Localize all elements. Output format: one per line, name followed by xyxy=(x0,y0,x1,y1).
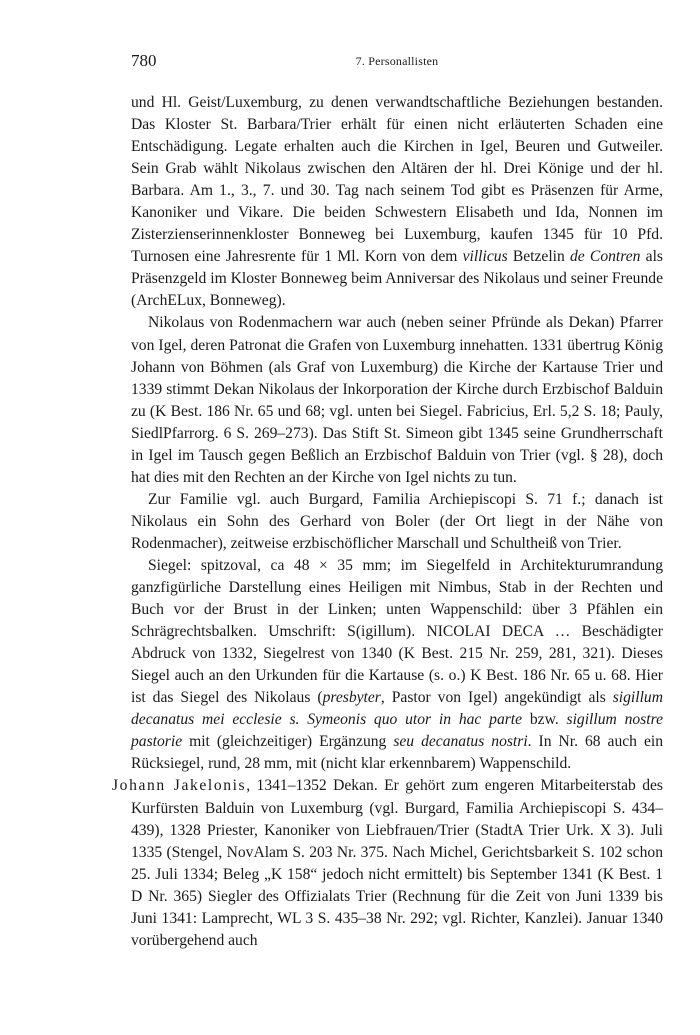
entry-johann-jakelonis: Johann Jakelonis, 1341–1352 Dekan. Er gehört zum engeren Mitarbeiterstab des Kurfürsten Balduin von Luxemburg (vgl. Burgard, Familia Archiepiscopi S. 434–439), 1328 Priester, Kanoniker von Liebfrauen/Trier (StadtA Trier Urk. X 3). Juli 1335 (Stengel, NovAlam S. 203 Nr. 375. Nach Michel, Gerichtsbarkeit S. 102 schon 25. Juli 1334; Beleg „K 158“ jedoch nicht ermittelt) bis September 1341 (K Best. 1 D Nr. 365) Siegler des Offizialats Trier (Rechnung für die Zeit von Juni 1339 bis Juni 1341: Lamprecht, WL 3 S. 435–38 Nr. 292; vgl. Richter, Kanzlei). Januar 1340 vorübergehend auch xyxy=(112,777,663,949)
latin-term: villicus xyxy=(462,248,508,266)
paragraph-familie: Zur Familie vgl. auch Burgard, Familia Archiepiscopi S. 71 f.; danach ist Nikolaus ein Sohn des Gerhard von Boler (der Ort liegt in der Nähe von Rodenmacher), zeitweise erzbischöflicher Marschall und Schultheiß von Trier. xyxy=(131,490,663,552)
latin-term: de Contren xyxy=(570,248,641,266)
latin-quote: seu decanatus nostri xyxy=(393,733,528,751)
page-number: 780 xyxy=(131,51,157,70)
paragraph-pfarrer-igel: Nikolaus von Rodenmachern war auch (neben seiner Pfründe als Dekan) Pfarrer von Igel, deren Patronat die Grafen von Luxemburg innehatten. 1331 übertrug König Johann von Böhmen (als Graf von Luxemburg) die Kirche der Kartause Trier und 1339 stimmt Dekan Nikolaus der Inkorporation der Kirche durch Erzbischof Balduin zu (K Best. 186 Nr. 65 und 68; vgl. unten bei Siegel. Fabricius, Erl. 5,2 S. 18; Pauly, SiedlPfarrorg. 6 S. 269–273). Das Stift St. Simeon gibt 1345 seine Grundherrschaft in Igel im Tausch gegen Beßlich an Erzbischof Balduin von Trier (vgl. § 28), doch hat dies mit den Rechten an der Kirche von Igel nichts zu tun. xyxy=(131,314,663,486)
person-name: Johann Jakelonis xyxy=(112,777,247,795)
latin-term: presbyter xyxy=(322,689,381,707)
latin-quote: sigillum decanatus mei ecclesie s. Symeonis quo utor in hac parte xyxy=(131,689,663,729)
paragraph-continuation: und Hl. Geist/Luxemburg, zu denen verwandtschaftliche Beziehungen bestanden. Das Kloster St. Barbara/Trier erhält für einen nicht erläuterten Schaden eine Entschädigung. Legate erhalten auch die Kirchen in Igel, Beuren und Gutweiler. Sein Grab wählt Nikolaus zwischen den Altären der hl. Drei Könige und der hl. Barbara. Am 1., 3., 7. und 30. Tag nach seinem Tod gibt es Präsenzen für Arme, Kanoniker und Vikare. Die beiden Schwestern Elisabeth und Ida, Nonnen im Zisterzienserinnenkloster Bonneweg bei Luxemburg, kaufen 1345 für 10 Pfd. Turnosen eine Jahresrente für 1 Ml. Korn von dem villicus Betzelin de Contren als Präsenzgeld im Kloster Bonneweg beim Anniversar des Nikolaus und seiner Freunde (ArchELux, Bonneweg). xyxy=(131,94,663,310)
latin-quote: sigillum nostre pastorie xyxy=(131,711,663,751)
page-header xyxy=(131,51,663,73)
paragraph-siegel: Siegel: spitzoval, ca 48 × 35 mm; im Siegelfeld in Architekturumrandung ganzfigürliche Darstellung eines Heiligen mit Nimbus, Stab in der Rechten und Buch vor der Brust in der Linken; unten Wappenschild: über 3 Pfählen ein Schrägrechtsbalken. Umschrift: S(igillum). NICOLAI DECA … Beschädigter Abdruck von 1332, Siegelrest von 1340 (K Best. 215 Nr. 259, 281, 321). Dieses Siegel auch an den Urkunden für die Kartause (s. o.) K Best. 186 Nr. 65 u. 68. Hier ist das Siegel des Nikolaus (presbyter, Pastor von Igel) angekündigt als sigillum decanatus mei ecclesie s. Symeonis quo utor in hac parte bzw. sigillum nostre pastorie mit (gleichzeitiger) Ergänzung seu decanatus nostri. In Nr. 68 auch ein Rücksiegel, rund, 28 mm, mit (nicht klar erkennbarem) Wappenschild. xyxy=(131,556,663,773)
body-text xyxy=(112,92,663,952)
running-title: 7. Personallisten xyxy=(355,54,439,68)
